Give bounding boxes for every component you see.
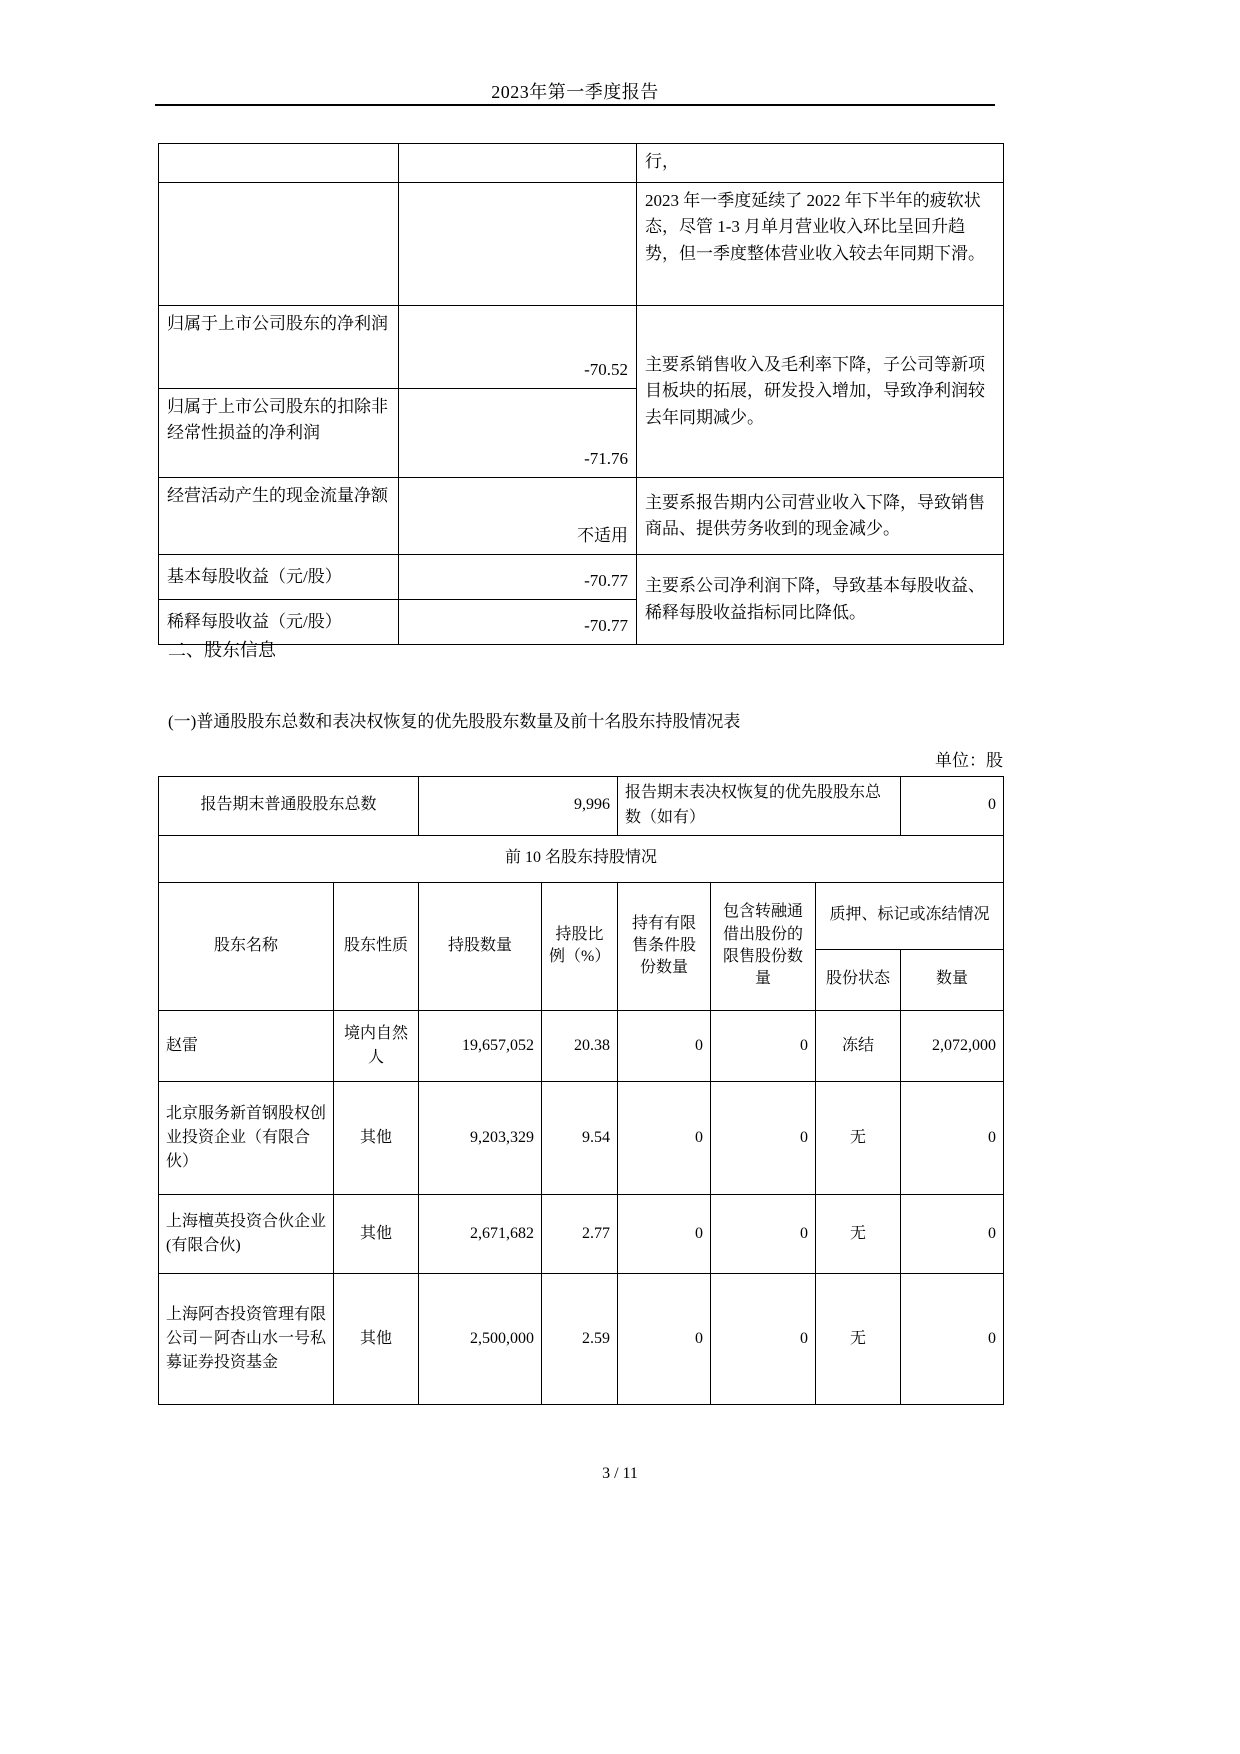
cell-share-state: 无 bbox=[816, 1194, 901, 1273]
row-label bbox=[159, 144, 399, 183]
shareholders-table-wrapper bbox=[158, 776, 1003, 1405]
header-divider-rule bbox=[155, 104, 995, 106]
cell-shareholder-name: 上海檀英投资合伙企业(有限合伙) bbox=[159, 1194, 334, 1273]
section-heading-shareholder-info: 二、股东信息 bbox=[168, 640, 276, 660]
table-row bbox=[159, 478, 1004, 555]
row-value: -71.76 bbox=[399, 389, 637, 478]
cell-shareholder-nature: 其他 bbox=[334, 1081, 419, 1194]
header-shareholder-name: 股东名称 bbox=[159, 882, 334, 1010]
table-row bbox=[159, 183, 1004, 306]
cell-shareholder-nature: 其他 bbox=[334, 1194, 419, 1273]
cell-restricted-shares: 0 bbox=[618, 1010, 711, 1081]
table-row bbox=[159, 306, 1004, 389]
top10-section-title: 前 10 名股东持股情况 bbox=[159, 835, 1004, 882]
cell-share-state: 无 bbox=[816, 1081, 901, 1194]
cell-pledge-amount: 0 bbox=[901, 1081, 1004, 1194]
cell-share-percent: 20.38 bbox=[542, 1010, 618, 1081]
cell-lending-shares: 0 bbox=[711, 1194, 816, 1273]
cell-restricted-shares: 0 bbox=[618, 1081, 711, 1194]
table-row bbox=[159, 1273, 1004, 1404]
cell-shareholder-nature: 其他 bbox=[334, 1273, 419, 1404]
row-description: 主要系销售收入及毛利率下降，子公司等新项目板块的拓展，研发投入增加，导致净利润较去年同期减少。 bbox=[637, 306, 1004, 478]
ordinary-shareholders-total-label: 报告期末普通股股东总数 bbox=[159, 777, 419, 836]
row-value: -70.52 bbox=[399, 306, 637, 389]
cell-share-state: 无 bbox=[816, 1273, 901, 1404]
table-row bbox=[159, 555, 1004, 600]
cell-lending-shares: 0 bbox=[711, 1010, 816, 1081]
row-value bbox=[399, 183, 637, 306]
cell-pledge-amount: 2,072,000 bbox=[901, 1010, 1004, 1081]
row-label bbox=[159, 183, 399, 306]
cell-restricted-shares: 0 bbox=[618, 1273, 711, 1404]
cell-share-quantity: 2,500,000 bbox=[419, 1273, 542, 1404]
financial-explanation-table-wrapper bbox=[158, 143, 1003, 645]
row-label: 归属于上市公司股东的扣除非经常性损益的净利润 bbox=[159, 389, 399, 478]
cell-shareholder-name: 北京服务新首钢股权创业投资企业（有限合伙） bbox=[159, 1081, 334, 1194]
preferred-shareholders-label: 报告期末表决权恢复的优先股股东总数（如有） bbox=[618, 777, 901, 836]
header-pledge-amount: 数量 bbox=[901, 949, 1004, 1010]
row-label: 归属于上市公司股东的净利润 bbox=[159, 306, 399, 389]
header-share-quantity: 持股数量 bbox=[419, 882, 542, 1010]
table-row bbox=[159, 144, 1004, 183]
ordinary-shareholders-total-value: 9,996 bbox=[419, 777, 618, 836]
row-description: 行， bbox=[637, 144, 1004, 183]
header-shareholder-nature: 股东性质 bbox=[334, 882, 419, 1010]
financial-explanation-table bbox=[158, 143, 1004, 645]
subsection-heading-shareholder-table: (一)普通股股东总数和表决权恢复的优先股股东数量及前十名股东持股情况表 bbox=[168, 712, 741, 731]
header-lending-restricted-shares: 包含转融通借出股份的限售股份数量 bbox=[711, 882, 816, 1010]
cell-share-quantity: 19,657,052 bbox=[419, 1010, 542, 1081]
cell-restricted-shares: 0 bbox=[618, 1194, 711, 1273]
row-description: 主要系报告期内公司营业收入下降，导致销售商品、提供劳务收到的现金减少。 bbox=[637, 478, 1004, 555]
cell-pledge-amount: 0 bbox=[901, 1273, 1004, 1404]
row-label: 稀释每股收益（元/股） bbox=[159, 600, 399, 645]
table-header-row bbox=[159, 882, 1004, 949]
cell-share-percent: 2.59 bbox=[542, 1273, 618, 1404]
page-number-footer: 3 / 11 bbox=[602, 1465, 638, 1482]
cell-share-quantity: 2,671,682 bbox=[419, 1194, 542, 1273]
row-value: -70.77 bbox=[399, 600, 637, 645]
row-label: 经营活动产生的现金流量净额 bbox=[159, 478, 399, 555]
shareholders-table bbox=[158, 776, 1004, 1405]
cell-share-quantity: 9,203,329 bbox=[419, 1081, 542, 1194]
cell-share-percent: 9.54 bbox=[542, 1081, 618, 1194]
header-restricted-shares: 持有有限售条件股份数量 bbox=[618, 882, 711, 1010]
row-value bbox=[399, 144, 637, 183]
row-description: 2023 年一季度延续了 2022 年下半年的疲软状态，尽管 1-3 月单月营业收入环比呈回升趋势，但一季度整体营业收入较去年同期下滑。 bbox=[637, 183, 1004, 306]
cell-share-percent: 2.77 bbox=[542, 1194, 618, 1273]
row-label: 基本每股收益（元/股） bbox=[159, 555, 399, 600]
table-row bbox=[159, 777, 1004, 836]
cell-shareholder-name: 赵雷 bbox=[159, 1010, 334, 1081]
unit-label: 单位：股 bbox=[935, 751, 1003, 770]
cell-lending-shares: 0 bbox=[711, 1273, 816, 1404]
row-description: 主要系公司净利润下降，导致基本每股收益、稀释每股收益指标同比降低。 bbox=[637, 555, 1004, 645]
header-pledge-mark-freeze-group: 质押、标记或冻结情况 bbox=[816, 882, 1004, 949]
row-value: -70.77 bbox=[399, 555, 637, 600]
table-row bbox=[159, 835, 1004, 882]
preferred-shareholders-value: 0 bbox=[901, 777, 1004, 836]
table-row bbox=[159, 1010, 1004, 1081]
table-row bbox=[159, 1194, 1004, 1273]
cell-shareholder-name: 上海阿杏投资管理有限公司－阿杏山水一号私募证券投资基金 bbox=[159, 1273, 334, 1404]
cell-lending-shares: 0 bbox=[711, 1081, 816, 1194]
cell-share-state: 冻结 bbox=[816, 1010, 901, 1081]
cell-pledge-amount: 0 bbox=[901, 1194, 1004, 1273]
header-share-state: 股份状态 bbox=[816, 949, 901, 1010]
row-value: 不适用 bbox=[399, 478, 637, 555]
table-row bbox=[159, 1081, 1004, 1194]
header-share-percent: 持股比例（%） bbox=[542, 882, 618, 1010]
cell-shareholder-nature: 境内自然人 bbox=[334, 1010, 419, 1081]
running-header-title: 2023年第一季度报告 bbox=[491, 82, 659, 102]
